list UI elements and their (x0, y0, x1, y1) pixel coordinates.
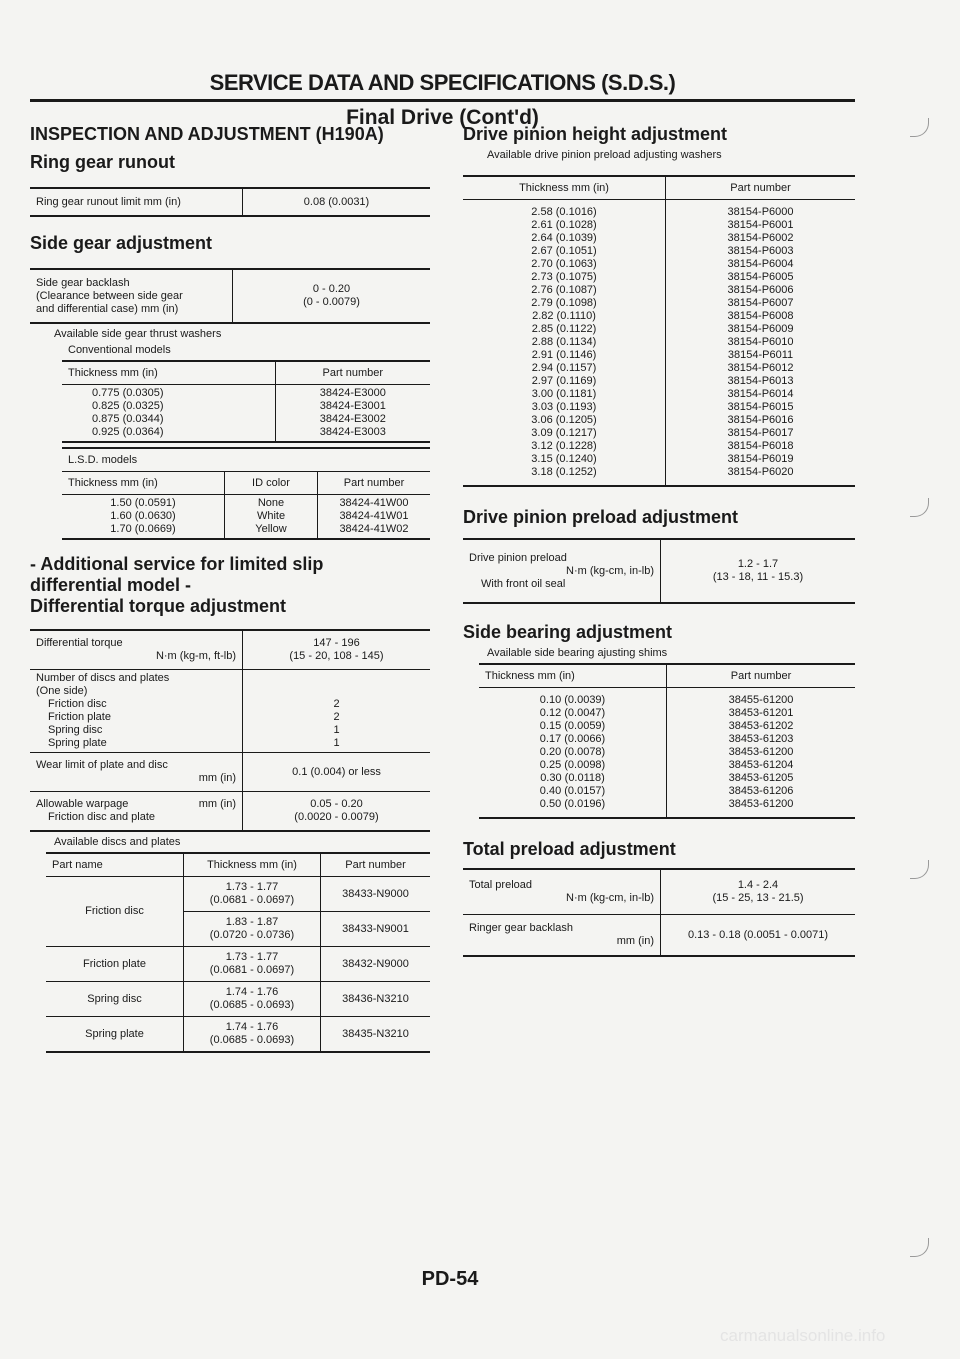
wear-value: 0.1 (0.004) or less (243, 753, 431, 792)
lsd-title-line-1: - Additional service for limited slip (30, 554, 324, 574)
page-title: SERVICE DATA AND SPECIFICATIONS (S.D.S.) (209, 70, 676, 95)
pinion-part-list: 38154-P6000 38154-P6001 38154-P6002 38154-P6003 38154-P6004 38154-P6005 38154-P6006 38154-P6007 38154-P6008 38154-P6009 38154-P6010 38154-P6011 38154-P6012 38154-P6013 38154-P6014 38154-P6015 38154-P6016 38154-P6017 38154-P6018 38154-P6019 38154-P6020 (666, 200, 856, 487)
header-part-number: Part number (318, 472, 431, 495)
torque-label-cell (30, 630, 243, 670)
warpage-value: 0.05 - 0.20 (0.0020 - 0.0079) (243, 792, 431, 832)
left-column (30, 124, 430, 1053)
pinion-thickness-list: 2.58 (0.1016) 2.61 (0.1028) 2.64 (0.1039) 2.67 (0.1051) 2.70 (0.1063) 2.73 (0.1075) 2.76 (0.1087) 2.79 (0.1098) 2.82 (0.1110) 2.85 (0.1122) 2.88 (0.1134) 2.91 (0.1146) 2.94 (0.1157) 2.97 (0.1169) 3.00 (0.1181) 3.03 (0.1193) 3.06 (0.1205) 3.09 (0.1217) 3.12 (0.1228) 3.15 (0.1240) 3.18 (0.1252) (463, 200, 666, 487)
header-part-number: Part number (321, 853, 431, 877)
differential-torque-table (30, 629, 430, 832)
side-gear-backlash-label: Side gear backlash (Clearance between side gear and differential case) mm (in) (36, 276, 183, 315)
pinion-preload-label-cell (463, 539, 661, 603)
discs-label: Number of discs and plates (One side) (36, 672, 170, 697)
ring-gear-table (30, 187, 430, 217)
torque-label: Differential torque (36, 637, 123, 649)
lsd-section-title (30, 554, 430, 617)
page-number: PD-54 (421, 1268, 479, 1290)
disc-items: Friction disc Friction plate Spring disc Spring plate (48, 698, 111, 749)
side-gear-backlash-value: 0 - 0.20 (0 - 0.0079) (233, 269, 431, 323)
spring-disc-name: Spring disc (46, 982, 184, 1017)
header-part-number: Part number (667, 664, 856, 688)
torque-unit: N·m (kg-m, ft-lb) (155, 650, 236, 662)
available-discs-note: Available discs and plates (54, 836, 181, 848)
spring-plate-name: Spring plate (46, 1017, 184, 1053)
friction-disc-part-2: 38433-N9001 (321, 912, 431, 947)
header-thickness: Thickness mm (in) (485, 669, 575, 682)
torque-value: 147 - 196 (15 - 20, 108 - 145) (243, 630, 431, 670)
spring-plate-part: 38435-N3210 (321, 1017, 431, 1053)
page-subtitle: Final Drive (Cont'd) (346, 106, 539, 129)
total-preload-table (463, 868, 855, 957)
friction-plate-name: Friction plate (46, 947, 184, 982)
lsd-washers-table (62, 447, 430, 540)
pinion-preload-title: Drive pinion preload adjustment (463, 507, 739, 527)
page-header (30, 70, 855, 130)
header-rule (30, 99, 855, 102)
friction-disc-name: Friction disc (46, 877, 184, 947)
wear-unit: mm (in) (198, 772, 236, 784)
warpage-sub: Friction disc and plate (48, 811, 155, 823)
spring-plate-thickness: 1.74 - 1.76 (0.0685 - 0.0693) (184, 1017, 321, 1053)
side-bearing-part-list: 38455-61200 38453-61201 38453-61202 38453-61203 38453-61200 38453-61204 38453-61205 38453-61206 38453-61200 (667, 688, 856, 819)
friction-disc-thickness-2: 1.83 - 1.87 (0.0720 - 0.0736) (184, 912, 321, 947)
discs-plates-table (46, 852, 430, 1053)
header-thickness: Thickness mm (in) (62, 472, 225, 495)
total-preload-label-cell (463, 869, 661, 915)
lsd-models-label: L.S.D. models (68, 453, 138, 466)
lsd-id-color-list: None White Yellow (225, 495, 318, 540)
total-preload-value: 1.4 - 2.4 (15 - 25, 13 - 21.5) (661, 869, 856, 915)
binder-hole-mark (910, 1238, 929, 1257)
discs-label-cell (30, 670, 243, 753)
binder-hole-mark (910, 118, 929, 137)
friction-disc-thickness-1: 1.73 - 1.77 (0.0681 - 0.0697) (184, 877, 321, 912)
binder-hole-mark (910, 860, 929, 879)
wear-label-cell (30, 753, 243, 792)
pinion-washers-table (463, 175, 855, 487)
spring-disc-thickness: 1.74 - 1.76 (0.0685 - 0.0693) (184, 982, 321, 1017)
lsd-thickness-list: 1.50 (0.0591) 1.60 (0.0630) 1.70 (0.0669) (62, 495, 225, 540)
lsd-part-list: 38424-41W00 38424-41W01 38424-41W02 (318, 495, 431, 540)
header-part-number: Part number (275, 361, 430, 385)
conventional-models-label: Conventional models (68, 344, 171, 356)
friction-plate-part: 38432-N9000 (321, 947, 431, 982)
pinion-height-note: Available drive pinion preload adjusting washers (487, 149, 722, 161)
lsd-title-line-3: Differential torque adjustment (30, 596, 287, 616)
warpage-unit: mm (in) (198, 798, 236, 810)
total-preload-title: Total preload adjustment (463, 839, 676, 859)
total-preload-label: Total preload (469, 879, 532, 891)
header-thickness: Thickness mm (in) (519, 181, 609, 194)
section-title-inspection: INSPECTION AND ADJUSTMENT (H190A) (30, 124, 384, 144)
conventional-washers-table (62, 360, 430, 443)
side-bearing-table (479, 663, 855, 819)
side-bearing-note: Available side bearing ajusting shims (487, 647, 668, 659)
pinion-height-title: Drive pinion height adjustment (463, 124, 728, 144)
header-part-name: Part name (52, 858, 103, 871)
pinion-preload-table (463, 538, 855, 604)
pinion-preload-unit: N·m (kg-cm, in-lb) (566, 564, 654, 577)
spring-disc-part: 38436-N3210 (321, 982, 431, 1017)
pinion-preload-value: 1.2 - 1.7 (13 - 18, 11 - 15.3) (661, 539, 856, 603)
friction-disc-part-1: 38433-N9000 (321, 877, 431, 912)
header-part-number: Part number (666, 176, 856, 200)
ring-gear-title: Ring gear runout (30, 152, 175, 172)
header-thickness: Thickness mm (in) (184, 853, 321, 877)
right-column (463, 124, 855, 957)
ring-gear-backlash-value: 0.13 - 0.18 (0.0051 - 0.0071) (661, 915, 856, 957)
side-gear-title: Side gear adjustment (30, 233, 213, 253)
washers-note: Available side gear thrust washers (54, 328, 222, 340)
side-bearing-thickness-list: 0.10 (0.0039) 0.12 (0.0047) 0.15 (0.0059) 0.17 (0.0066) 0.20 (0.0078) 0.25 (0.0098) 0.30 (0.0118) 0.40 (0.0157) 0.50 (0.0196) (479, 688, 667, 819)
header-id-color: ID color (225, 472, 318, 495)
friction-plate-thickness: 1.73 - 1.77 (0.0681 - 0.0697) (184, 947, 321, 982)
warpage-label-row (36, 798, 236, 811)
conventional-thickness-list: 0.775 (0.0305) 0.825 (0.0325) 0.875 (0.0344) 0.925 (0.0364) (62, 385, 275, 443)
header-thickness: Thickness mm (in) (68, 366, 158, 379)
ring-gear-backlash-label: Ringer gear backlash (469, 922, 573, 934)
side-gear-backlash-table (30, 268, 430, 324)
ring-gear-value: 0.08 (0.0031) (243, 188, 431, 216)
pinion-preload-seal: With front oil seal (481, 577, 566, 590)
warpage-label-cell (30, 792, 243, 832)
watermark: carmanualsonline.info (720, 1326, 886, 1345)
ring-gear-backlash-label-cell (463, 915, 661, 957)
ring-gear-label: Ring gear runout limit mm (in) (36, 195, 181, 208)
warpage-label: Allowable warpage (36, 798, 129, 810)
binder-hole-mark (910, 498, 929, 517)
pinion-preload-label: Drive pinion preload (469, 551, 567, 564)
side-bearing-title: Side bearing adjustment (463, 622, 673, 642)
total-preload-unit: N·m (kg-cm, in-lb) (566, 892, 654, 904)
conventional-part-list: 38424-E3000 38424-E3001 38424-E3002 38424-E3003 (275, 385, 430, 443)
wear-label: Wear limit of plate and disc (36, 759, 168, 771)
ring-gear-backlash-unit: mm (in) (616, 935, 654, 947)
disc-counts: 2 2 1 1 (243, 670, 431, 753)
lsd-title-line-2: differential model - (30, 575, 192, 595)
